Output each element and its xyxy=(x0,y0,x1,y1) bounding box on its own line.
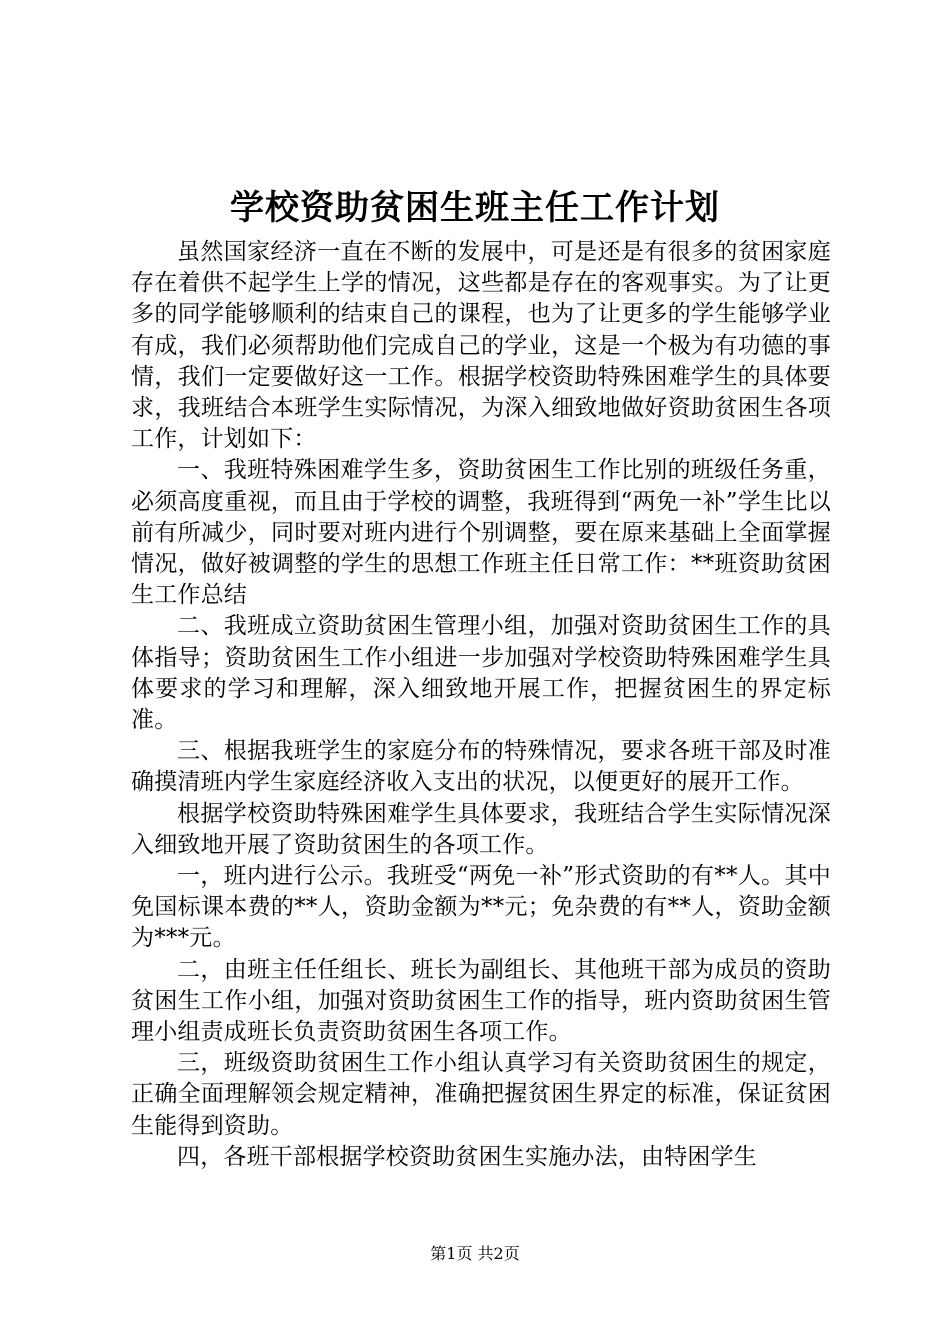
paragraph-summary: 根据学校资助特殊困难学生具体要求，我班结合学生实际情况深入细致地开展了资助贫困生的各项工作。 xyxy=(131,800,831,858)
document-body xyxy=(131,237,831,1173)
paragraph-action-3: 三，班级资助贫困生工作小组认真学习有关资助贫困生的规定，正确全面理解领会规定精神，准确把握贫困生界定的标准，保证贫困生能得到资助。 xyxy=(131,1050,831,1139)
paragraph-action-4: 四，各班干部根据学校资助贫困生实施办法，由特困学生 xyxy=(177,1143,757,1170)
document-title: 学校资助贫困生班主任工作计划 xyxy=(230,188,720,228)
paragraph-item-3: 三、根据我班学生的家庭分布的特殊情况，要求各班干部及时准确摸清班内学生家庭经济收入支出的状况，以便更好的展开工作。 xyxy=(131,738,831,796)
paragraph-item-2: 二、我班成立资助贫困生管理小组，加强对资助贫困生工作的具体指导；资助贫困生工作小组进一步加强对学校资助特殊困难学生具体要求的学习和理解，深入细致地开展工作，把握贫困生的界定标准。 xyxy=(131,613,831,734)
paragraph-item-1: 一、我班特殊困难学生多，资助贫困生工作比别的班级任务重，必须高度重视，而且由于学校的调整，我班得到“两免一补”学生比以前有所减少，同时要对班内进行个别调整，要在原来基础上全面掌握情况，做好被调整的学生的思想工作班主任日常工作：**班资助贫困生工作总结 xyxy=(131,457,831,609)
page-number: 第1页 共2页 xyxy=(430,1244,520,1263)
paragraph-action-1: 一，班内进行公示。我班受“两免一补”形式资助的有**人。其中免国标课本费的**人，资助金额为**元；免杂费的有**人，资助金额为***元。 xyxy=(131,863,831,952)
paragraph-intro: 虽然国家经济一直在不断的发展中，可是还是有很多的贫困家庭存在着供不起学生上学的情况，这些都是存在的客观事实。为了让更多的同学能够顺利的结束自己的课程，也为了让更多的学生能够学业有成，我们必须帮助他们完成自己的学业，这是一个极为有功德的事情，我们一定要做好这一工作。根据学校资助特殊困难学生的具体要求，我班结合本班学生实际情况，为深入细致地做好资助贫困生各项工作，计划如下： xyxy=(131,239,831,453)
paragraph-action-2: 二，由班主任任组长、班长为副组长、其他班干部为成员的资助贫困生工作小组，加强对资助贫困生工作的指导，班内资助贫困生管理小组责成班长负责资助贫困生各项工作。 xyxy=(131,956,831,1046)
